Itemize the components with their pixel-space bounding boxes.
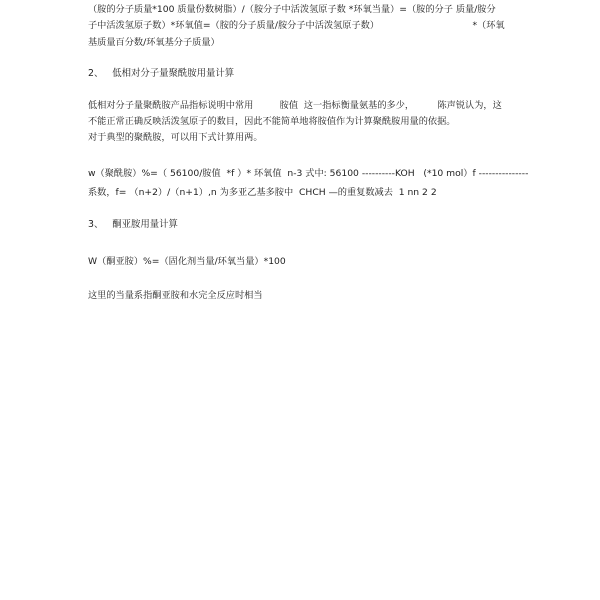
- section2-formula-line2: 系数，f= （n+2）/（n+1）,n 为多亚乙基多胺中 CHCH —的重复数减去 1 nn 2 2: [88, 187, 437, 198]
- section3-note: 这里的当量系指酮亚胺和水完全反应时相当: [88, 290, 263, 301]
- section2-para-line3: 对于典型的聚酰胺，可以用下式计算用两。: [88, 132, 263, 143]
- para1-line2: 子中活泼氢原子数）*环氧值=（胺的分子质量/胺分子中活泼氢原子数） *（环氧: [88, 20, 505, 31]
- section2-heading: 2、 低相对分子量聚酰胺用量计算: [88, 68, 235, 79]
- para1-line1: （胺的分子质量*100 质量份数树脂）/（胺分子中活泼氢原子数 *环氧当量）=（胺的分子 质量/胺分: [88, 4, 496, 15]
- section3-formula: W（酮亚胺）%=（固化剂当量/环氧当量）*100: [88, 256, 286, 267]
- section2-para-line1: 低相对分子量聚酰胺产品指标说明中常用 胺值 这一指标衡量氨基的多少， 陈声锐认为，这: [88, 100, 502, 111]
- para1-line3: 基质量百分数/环氧基分子质量）: [88, 37, 220, 48]
- section2-para-line2: 不能正常正确反映活泼氢原子的数目，因此不能简单地将胺值作为计算聚酰胺用量的依据。: [88, 116, 456, 127]
- section3-heading: 3、 酮亚胺用量计算: [88, 219, 178, 230]
- section2-formula-line1: w（聚酰胺）%=（ 56100/胺值 *f ）* 环氧值 n-3 式中: 56100 ----------KOH (*10 mol）f ---------------: [88, 168, 529, 179]
